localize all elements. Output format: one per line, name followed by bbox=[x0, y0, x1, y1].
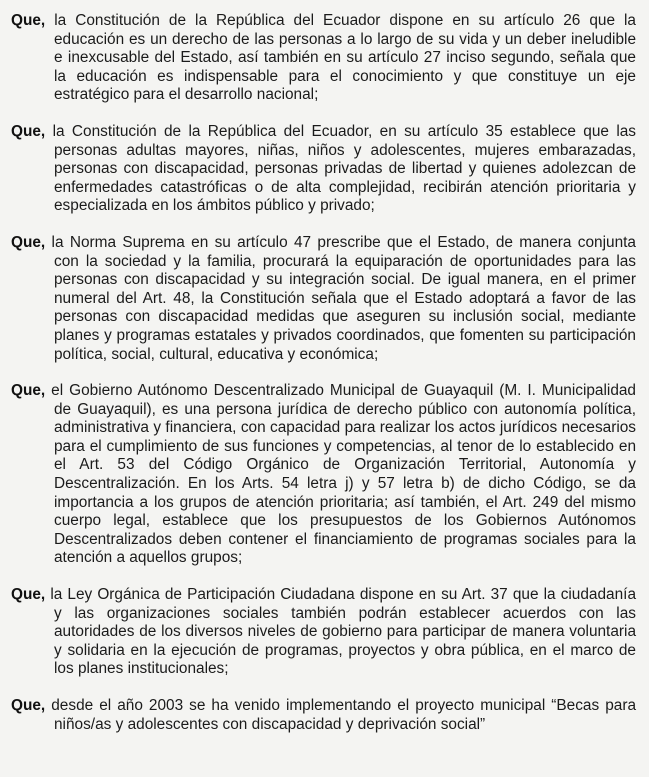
clause-keyword: Que, bbox=[11, 233, 46, 251]
clause-keyword: Que, bbox=[11, 12, 46, 29]
clause-6 bbox=[0, 697, 636, 734]
clause-keyword: Que, bbox=[11, 122, 46, 140]
clause-2 bbox=[0, 123, 636, 216]
clause-keyword: Que, bbox=[11, 382, 46, 400]
clause-text: la Constitución de la República del Ecuador, en su artículo 35 establece que las personas adultas mayores, niñas, niños y adolescentes, mujeres embarazadas, personas con discapacidad, personas privadas de libertad y quienes adolezcan de enfermedades catastróficas o de alta complejidad, recibirán atención prioritaria y especializada en los ámbitos público y privado; bbox=[52, 122, 637, 215]
clause-text: la Constitución de la República del Ecuador dispone en su artículo 26 que la educación es un derecho de las personas a lo largo de su vida y un deber ineludible e inexcusable del Estado, así también en su artículo 27 inciso segundo, señala que la educación es indispensable para el conocimiento y que constituye un eje estratégico para el desarrollo nacional; bbox=[54, 12, 636, 104]
clause-1 bbox=[0, 12, 636, 105]
clause-text: el Gobierno Autónomo Descentralizado Municipal de Guayaquil (M. I. Municipalidad de Guayaquil), es una persona jurídica de derecho público con autonomía política, administrativa y financiera, con capacidad para realizar los actos jurídicos necesarios para el cumplimiento de sus funciones y competencias, al tenor de lo establecido en el Art. 53 del Código Orgánico de Organización Territorial, Autonomía y Descentralización. En los Arts. 54 letra j) y 57 letra b) de dicho Código, se da importancia a los grupos de atención prioritaria; así también, el Art. 249 del mismo cuerpo legal, establece que los presupuestos de los Gobiernos Autónomos Descentralizados deben contener el financiamiento de programas sociales para la atención a aquellos grupos; bbox=[51, 382, 636, 567]
clause-keyword: Que, bbox=[11, 586, 46, 604]
clause-keyword: Que, bbox=[11, 697, 46, 714]
clause-5 bbox=[0, 586, 636, 679]
clause-4 bbox=[0, 382, 636, 568]
clause-text: la Ley Orgánica de Participación Ciudadana dispone en su Art. 37 que la ciudadanía y las organizaciones sociales también podrán establecer acuerdos con las autoridades de los diversos niveles de gobierno para participar de manera voluntaria y solidaria en la ejecución de programas, proyectos y obra pública, en el marco de los planes institucionales; bbox=[50, 586, 636, 678]
clause-text: desde el año 2003 se ha venido implementando el proyecto municipal “Becas para niños/as y adolescentes con discapacidad y deprivación social” bbox=[51, 697, 637, 733]
clause-text: la Norma Suprema en su artículo 47 prescribe que el Estado, de manera conjunta con la sociedad y la familia, procurará la equiparación de oportunidades para las personas con discapacidad y su integración social. De igual manera, en el primer numeral del Art. 48, la Constitución señala que el Estado adoptará a favor de las personas con discapacidad medidas que aseguren su inclusión social, mediante planes y programas estatales y privados coordinados, que fomenten su participación política, social, cultural, educativa y económica; bbox=[51, 233, 636, 363]
document-page bbox=[0, 12, 636, 752]
clause-3 bbox=[0, 234, 636, 364]
